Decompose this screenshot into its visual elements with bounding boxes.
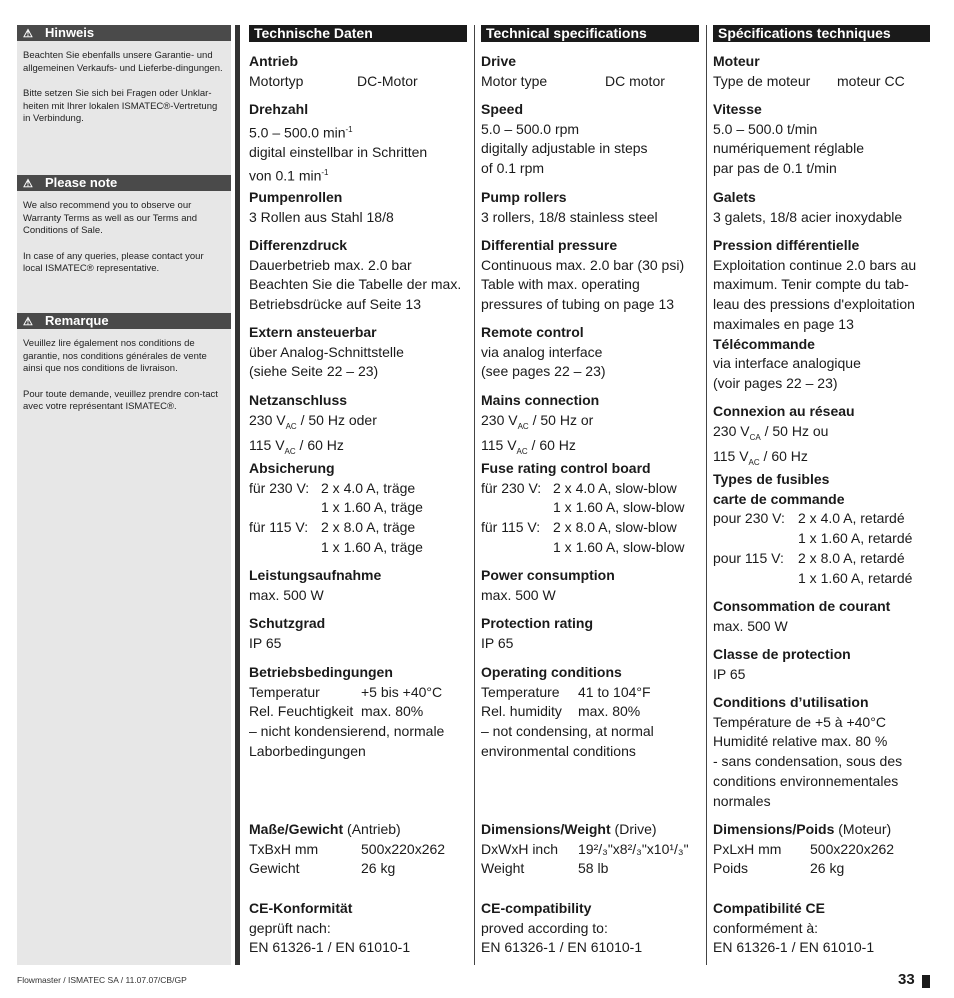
notes-sidebar [17, 25, 231, 965]
spec-pressure: Differenzdruck Dauerbetrieb max. 2.0 bar Beachten Sie die Tabelle der max. Betriebsdrücke auf Seite 13 [249, 237, 462, 313]
spec-fuse: Absicherung für 230 V: 2 x 4.0 A, träge 1 x 1.60 A, träge für 115 V: 2 x 8.0 A, träge 1 x 1.60 A, träge [249, 460, 423, 555]
spec-operating: Conditions d’utilisation Température de +5 à +40°C Humidité relative max. 80 % - sans condensation, sous des conditions environnementales normales [713, 694, 903, 809]
note-text: In case of any queries, please contact your local ISMATEC® representative. [23, 250, 204, 274]
note-title: Please note [45, 175, 118, 190]
spec-ce: CE-Konformität geprüft nach: EN 61326-1 / EN 61010-1 [249, 900, 411, 956]
column-title: Technische Daten [249, 25, 467, 42]
spec-operating: Operating conditions Temperature 41 to 104°F Rel. humidity max. 80% – not condensing, at normal environmental conditions [481, 664, 654, 759]
note-text: Pour toute demande, veuillez prendre con-tact avec votre représentant ISMATEC®. [23, 388, 218, 412]
spec-ce: CE-compatibility proved according to: EN 61326-1 / EN 61010-1 [481, 900, 643, 956]
column-divider [706, 25, 707, 965]
note-remarque [17, 313, 231, 414]
spec-mains: Mains connection 230 $V_{AC} / 50$ Hz or 115 $V_{AC} / 60$ Hz [481, 392, 600, 456]
column-german [249, 25, 467, 956]
spec-rollers: Pumpenrollen 3 Rollen aus Stahl 18/8 [249, 189, 394, 225]
spec-speed: Drehzahl 5.0 – 500.0 $\min^{-1}$ digital einstellbar in Schritten von 0.1 $\min^{-1}$ [249, 101, 428, 184]
column-title: Technical specifications [481, 25, 699, 42]
page-number: 33 [898, 971, 915, 988]
spec-fuse: Types de fusibles carte de commande pour 230 V: 2 x 4.0 A, retardé 1 x 1.60 A, retardé pour 115 V: 2 x 8.0 A, retardé 1 x 1.60 A, retardé [713, 471, 913, 586]
spec-power: Power consumption max. 500 W [481, 567, 615, 603]
spec-dimensions: Dimensions/Poids (Moteur) PxLxH mm 500x220x262 Poids 26 kg [713, 821, 895, 877]
note-please-note [17, 175, 231, 276]
note-title: Hinweis [45, 25, 95, 40]
spec-operating: Betriebsbedingungen Temperatur +5 bis +40°C Rel. Feuchtigkeit max. 80% – nicht kondensierend, normale Laborbedingungen [249, 664, 445, 759]
column-english [481, 25, 699, 956]
spec-fuse: Fuse rating control board für 230 V: 2 x 4.0 A, slow-blow 1 x 1.60 A, slow-blow für 115 V: 2 x 8.0 A, slow-blow 1 x 1.60 A, slow-blow [481, 460, 685, 555]
spec-protection: Schutzgrad IP 65 [249, 615, 326, 651]
column-title: Spécifications techniques [713, 25, 930, 42]
spec-remote: Remote control via analog interface (see pages 22 – 23) [481, 324, 606, 380]
note-text: Beachten Sie ebenfalls unsere Garantie- und allgemeinen Verkaufs- und Lieferbe-dingungen. [23, 50, 223, 74]
spec-rollers: Galets 3 galets, 18/8 acier inoxydable [713, 189, 903, 225]
spec-protection: Protection rating IP 65 [481, 615, 594, 651]
spec-dimensions: Maße/Gewicht (Antrieb) TxBxH mm 500x220x262 Gewicht 26 kg [249, 821, 446, 877]
note-text: Veuillez lire également nos conditions de garantie, nos conditions générales de vente ainsi que nos conditions de livraison. [23, 338, 207, 374]
spec-rollers: Pump rollers 3 rollers, 18/8 stainless steel [481, 189, 658, 225]
note-title: Remarque [45, 313, 109, 328]
spec-speed: Speed 5.0 – 500.0 rpm digitally adjustable in steps of 0.1 rpm [481, 101, 648, 177]
warning-icon: ⚠ [23, 178, 33, 190]
column-french [713, 25, 930, 956]
warning-icon: ⚠ [23, 28, 33, 40]
note-text: We also recommend you to observe our Warranty Terms as well as our Terms and Conditions of Sale. [23, 200, 198, 236]
spec-remote: Extern ansteuerbar über Analog-Schnittstelle (siehe Seite 22 – 23) [249, 324, 404, 380]
spec-protection: Classe de protection IP 65 [713, 646, 851, 682]
note-text: Bitte setzen Sie sich bei Fragen oder Unklar-heiten mit Ihrer lokalen ISMATEC®-Vertretung in Verbindung. [23, 88, 218, 124]
spec-pressure: Differential pressure Continuous max. 2.0 bar (30 psi) Table with max. operating pressures of tubing on page 13 [481, 237, 685, 313]
spec-dimensions: Dimensions/Weight (Drive) DxWxH inch 19²/₃"x8²/₃"x10¹/₃" Weight 58 lb [481, 821, 689, 877]
spec-pressure: Pression différentielle Exploitation continue 2.0 bars au maximum. Tenir compte du tab- leau des pressions d'exploitation maximales en page 13 Télécommande via interface analogique (voir pages 22 – 23) [713, 237, 917, 391]
page-marker [922, 975, 930, 988]
sidebar-divider [235, 25, 240, 965]
spec-mains: Connexion au réseau 230 $V_{CA} / 50$ Hz ou 115 $V_{AC} / 60$ Hz [713, 403, 855, 467]
footer-text: Flowmaster / ISMATEC SA / 11.07.07/CB/GP [17, 975, 187, 985]
spec-speed: Vitesse 5.0 – 500.0 t/min numériquement réglable par pas de 0.1 t/min [713, 101, 864, 177]
warning-icon: ⚠ [23, 316, 33, 328]
spec-drive: Antrieb Motortyp DC-Motor [249, 53, 418, 89]
column-divider [474, 25, 475, 965]
spec-drive: Drive Motor type DC motor [481, 53, 665, 89]
spec-mains: Netzanschluss 230 $V_{AC} / 50$ Hz oder 115 $V_{AC} / 60$ Hz [249, 392, 377, 456]
note-hinweis [17, 25, 231, 126]
spec-power: Consommation de courant max. 500 W [713, 598, 891, 634]
spec-ce: Compatibilité CE conformément à: EN 61326-1 / EN 61010-1 [713, 900, 875, 956]
spec-drive: Moteur Type de moteur moteur CC [713, 53, 905, 89]
spec-power: Leistungsaufnahme max. 500 W [249, 567, 382, 603]
